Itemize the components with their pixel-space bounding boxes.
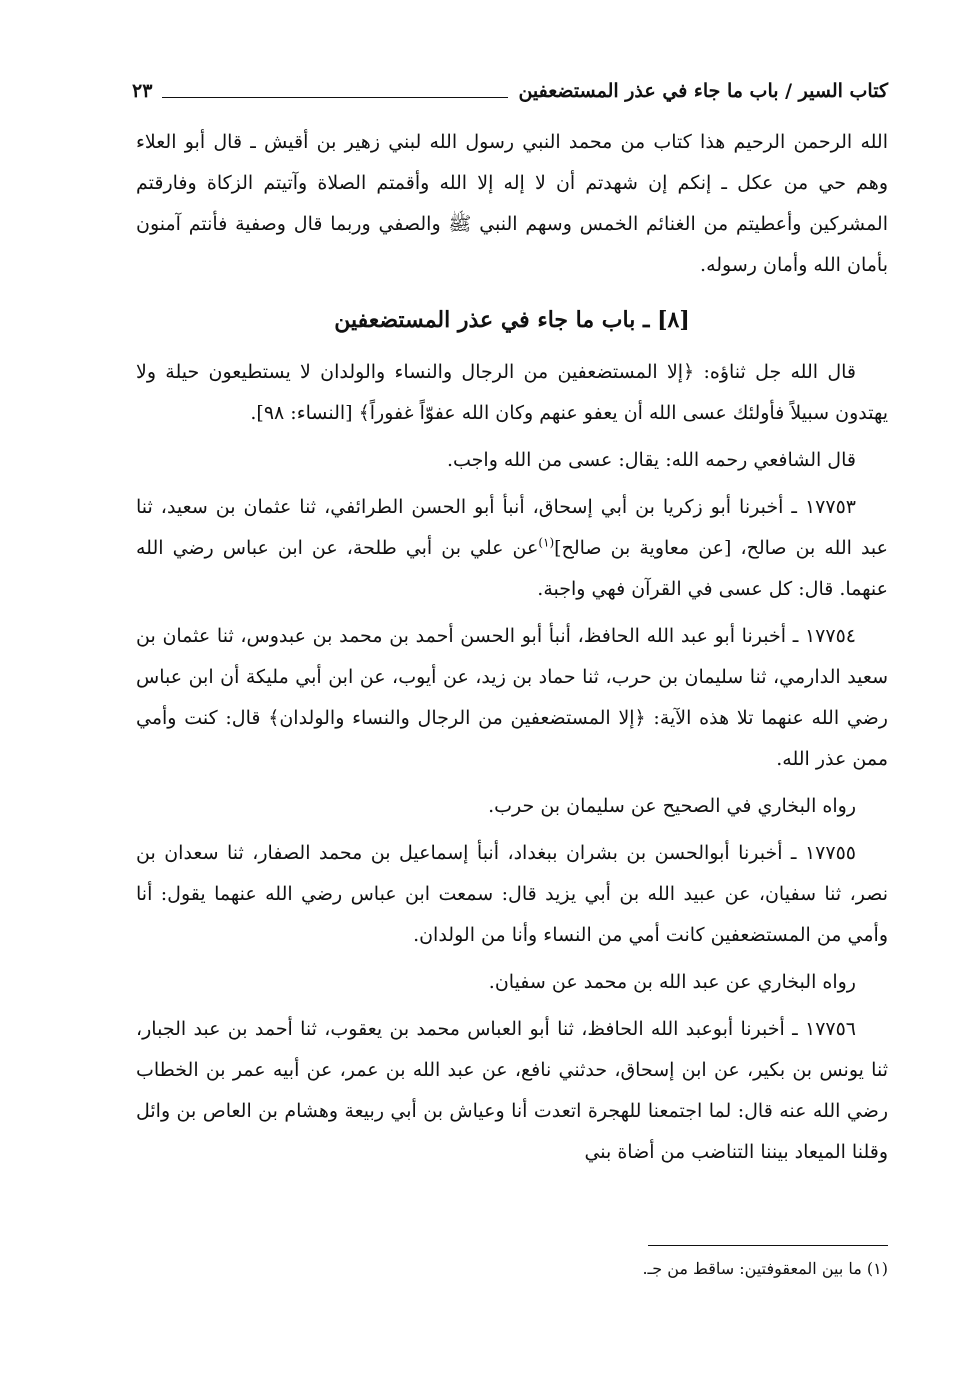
hadith-text: ـ أخبرنا أبوالحسن بن بشران ببغداد، أنبأ إسماعيل بن محمد الصفار، ثنا سعدان بن نصر، ثنا سفيان، عن عبيد الله بن أبي يزيد قال: سمعت ابن عباس رضي الله عنهما يقول: أنا وأمي من المستضعفين كانت أمي من النساء وأنا من الولدان. (136, 842, 888, 946)
running-header-title: كتاب السير / باب ما جاء في عذر المستضعفين (518, 80, 888, 102)
hadith-17755 (136, 833, 888, 956)
hadith-text: ـ أخبرنا أبوعبد الله الحافظ، ثنا أبو العباس محمد بن يعقوب، ثنا أحمد بن عبد الجبار، ثنا يونس بن بكير، عن ابن إسحاق، حدثني نافع، عن عبد الله بن عمر، عن أبيه عمر بن الخطاب رضي الله عنه قال: لما اجتمعنا للهجرة اتعدت أنا وعياش بن أبي ربيعة وهشام بن العاص بن وائل وقلنا الميعاد بيننا التناضب من أضاة بني (136, 1018, 888, 1163)
paragraph-quran-verse: قال الله جل ثناؤه: ﴿إلا المستضعفين من الرجال والنساء والولدان لا يستطيعون حيلة ولا يهتدون سبيلاً فأولئك عسى الله أن يعفو عنهم وكان الله عفوّاً غفوراً﴾ [النساء: ٩٨]. (136, 361, 888, 424)
hadith-number: ١٧٧٥٦ (804, 1018, 857, 1040)
hadith-17753 (136, 487, 888, 610)
footnote-divider (648, 1245, 888, 1246)
running-header (132, 76, 888, 106)
hadith-17756 (136, 1009, 888, 1173)
paragraph-bukhari-2: رواه البخاري عن عبد الله بن محمد عن سفيان. (488, 971, 856, 993)
main-text (136, 122, 888, 1173)
paragraph-bukhari-1: رواه البخاري في الصحيح عن سليمان بن حرب. (488, 795, 856, 817)
header-rule (162, 97, 508, 98)
hadith-17754 (136, 616, 888, 780)
hadith-number: ١٧٧٥٣ (804, 496, 856, 518)
page-number: ٢٣ (132, 80, 153, 102)
paragraph-shafii: قال الشافعي رحمه الله: يقال: عسى من الله واجب. (446, 449, 856, 471)
hadith-number: ١٧٧٥٥ (804, 842, 856, 864)
hadith-text-part: عن علي بن أبي طلحة، عن ابن عباس رضي الله عنهما. قال: كل عسى في القرآن فهي واجبة. (136, 537, 888, 600)
footnote-marker: (١) (538, 535, 555, 550)
footnote: (١) ما بين المعقوفتين: ساقط من جـ. (642, 1259, 888, 1278)
hadith-text: ـ أخبرنا أبو عبد الله الحافظ، أنبأ أبو الحسن أحمد بن محمد بن عبدوس، ثنا عثمان بن سعيد الدارمي، ثنا سليمان بن حرب، ثنا حماد بن زيد، عن أيوب، عن ابن أبي مليكة أن ابن عباس رضي الله عنهما تلا هذه الآية: ﴿إلا المستضعفين من الرجال والنساء والولدان﴾ قال: كنت وأمي ممن عذر الله. (136, 625, 888, 770)
section-heading: [٨] ـ باب ما جاء في عذر المستضعفين (334, 307, 690, 333)
hadith-number: ١٧٧٥٤ (804, 625, 856, 647)
hadith-text-part: ـ أخبرنا أبو زكريا بن أبي إسحاق، أنبأ أبو الحسن الطرائفي، ثنا عثمان بن سعيد، ثنا عبد الله بن صالح، [عن معاوية بن صالح] (136, 496, 888, 559)
paragraph-continuation: الله الرحمن الرحيم هذا كتاب من محمد النبي رسول الله لبني زهير بن أقيش ـ قال أبو العلاء وهم حي من عكل ـ إنكم إن شهدتم أن لا إله إلا الله وأقمتم الصلاة وآتيتم الزكاة وفارقتم المشركين وأعطيتم من الغنائم الخمس وسهم النبي ﷺ والصفي وربما قال وصفية فأنتم آمنون بأمان الله وأمان رسوله. (136, 131, 888, 276)
